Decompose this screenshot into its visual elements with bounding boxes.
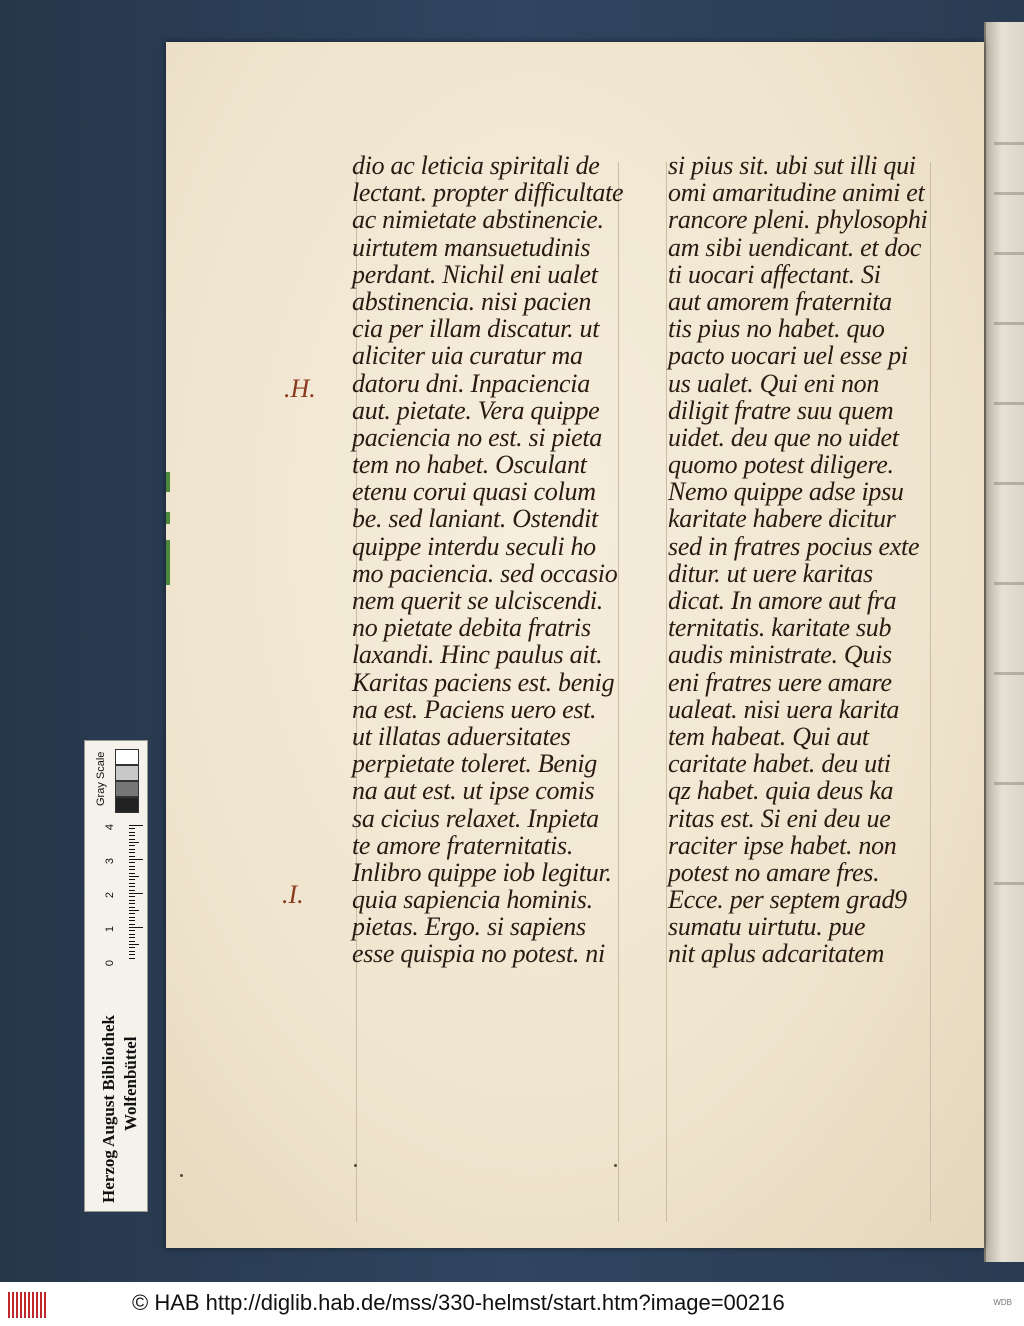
manuscript-line: tem habeat. Qui aut bbox=[668, 721, 869, 751]
manuscript-line: Inlibro quippe iob legitur. bbox=[352, 857, 612, 887]
manuscript-line: te amore fraternitatis. bbox=[352, 830, 574, 860]
manuscript-line: raciter ipse habet. non bbox=[668, 830, 897, 860]
library-name: Herzog August Bibliothek bbox=[99, 1015, 118, 1203]
manuscript-line: tis pius no habet. quo bbox=[668, 314, 885, 344]
manuscript-line: no pietate debita fratris bbox=[352, 613, 591, 643]
ruler-tick bbox=[129, 954, 135, 955]
ruler-tick bbox=[129, 920, 135, 921]
manuscript-line: eni fratres uere amare bbox=[668, 667, 892, 697]
green-margin-mark bbox=[166, 472, 170, 492]
manuscript-line: dicat. In amore aut fra bbox=[668, 586, 897, 615]
manuscript-line: nem querit se ulciscendi. bbox=[352, 586, 603, 615]
ruler-tick bbox=[129, 900, 135, 901]
ruler-tick bbox=[129, 910, 139, 911]
manuscript-line: omi amaritudine animi et bbox=[668, 178, 925, 208]
ruler-number: 0 bbox=[104, 959, 117, 967]
copyright-link[interactable]: © HAB http://diglib.hab.de/mss/330-helmst/start.htm?image=00216 bbox=[132, 1290, 785, 1315]
color-reference-scale bbox=[84, 740, 148, 1212]
ruler-tick bbox=[129, 828, 135, 829]
manuscript-line: cia per illam discatur. ut bbox=[352, 314, 600, 344]
manuscript-line: esse quispia no potest. ni bbox=[352, 939, 605, 969]
ruler-tick bbox=[129, 924, 135, 925]
ruler-tick bbox=[129, 903, 135, 904]
manuscript-line: abstinencia. nisi pacien bbox=[352, 286, 592, 316]
manuscript-line: sumatu uirtutu. pue bbox=[668, 912, 866, 942]
manuscript-line: Karitas paciens est. benig bbox=[352, 667, 615, 697]
manuscript-line: uirtutem mansuetudinis bbox=[352, 232, 591, 262]
manuscript-line: karitate habere dicitur bbox=[668, 504, 896, 534]
manuscript-line: sa cicius relaxet. Inpieta bbox=[352, 803, 599, 833]
library-location: Wolfenbüttel bbox=[121, 1036, 140, 1131]
ruler-tick bbox=[129, 825, 143, 826]
marginal-letter-h: .H. bbox=[284, 374, 316, 403]
manuscript-line: lectant. propter difficultate bbox=[352, 178, 624, 208]
ruler-tick bbox=[129, 941, 135, 942]
manuscript-line: quia sapiencia hominis. bbox=[352, 885, 593, 915]
gray-swatch bbox=[115, 797, 139, 813]
text-column-right bbox=[668, 152, 968, 968]
manuscript-line: aliciter uia curatur ma bbox=[352, 341, 583, 371]
manuscript-line: qz habet. quia deus ka bbox=[668, 776, 894, 806]
manuscript-line: na aut est. ut ipse comis bbox=[352, 776, 595, 806]
ruler-tick bbox=[129, 951, 135, 952]
ruler-tick bbox=[129, 839, 135, 840]
manuscript-line: laxandi. Hinc paulus ait. bbox=[352, 640, 603, 670]
manuscript-line: diligit fratre suu quem bbox=[668, 395, 894, 425]
ruler-tick bbox=[129, 883, 135, 884]
manuscript-line: perdant. Nichil eni ualet bbox=[352, 259, 598, 289]
manuscript-line: be. sed laniant. Ostendit bbox=[352, 504, 598, 534]
ruler-tick bbox=[129, 934, 135, 935]
manuscript-line: ditur. ut uere karitas bbox=[668, 558, 873, 588]
ruler-tick bbox=[129, 852, 135, 853]
manuscript-line: ut illatas aduersitates bbox=[352, 721, 571, 751]
text-column-left bbox=[352, 152, 652, 968]
manuscript-line: ac nimietate abstinencie. bbox=[352, 205, 604, 235]
hab-logo-icon bbox=[8, 1292, 48, 1318]
manuscript-line: nit aplus adcaritatem bbox=[668, 939, 885, 969]
ruler-tick bbox=[129, 917, 135, 918]
manuscript-folio bbox=[166, 42, 984, 1248]
manuscript-line: aut amorem fraternita bbox=[668, 286, 892, 316]
manuscript-line: us ualet. Qui eni non bbox=[668, 368, 880, 398]
ruler-tick bbox=[129, 927, 143, 928]
manuscript-line: ritas est. Si eni deu ue bbox=[668, 803, 891, 833]
ruler-tick bbox=[129, 879, 135, 880]
ruler-number: 1 bbox=[104, 925, 117, 933]
ruler-tick bbox=[129, 835, 135, 836]
manuscript-line: ternitatis. karitate sub bbox=[668, 613, 892, 643]
manuscript-line: datoru dni. Inpaciencia bbox=[352, 368, 590, 398]
ruler-tick bbox=[129, 876, 139, 877]
gray-scale-label: Gray Scale bbox=[95, 751, 107, 806]
manuscript-line: Ecce. per septem grad9 bbox=[668, 885, 907, 915]
ruler-tick bbox=[129, 907, 135, 908]
ruler-tick bbox=[129, 842, 139, 843]
manuscript-line: si pius sit. ubi sut illi qui bbox=[668, 151, 916, 180]
manuscript-line: sed in fratres pocius exte bbox=[668, 531, 920, 561]
ruler-number: 4 bbox=[104, 823, 117, 831]
footer-mark: WDB bbox=[993, 1298, 1012, 1307]
ruler-tick bbox=[129, 845, 135, 846]
marginal-letter-i: .I. bbox=[282, 880, 304, 909]
manuscript-line: rancore pleni. phylosophi bbox=[668, 205, 928, 235]
manuscript-line: am sibi uendicant. et doc bbox=[668, 232, 922, 262]
ruler-tick bbox=[129, 896, 135, 897]
manuscript-line: dio ac leticia spiritali de bbox=[352, 151, 600, 180]
ruler-tick bbox=[129, 890, 135, 891]
ruler-tick bbox=[129, 944, 139, 945]
manuscript-line: quomo potest diligere. bbox=[668, 450, 894, 480]
ruler-tick bbox=[129, 913, 135, 914]
green-margin-mark bbox=[166, 540, 170, 585]
manuscript-line: audis ministrate. Quis bbox=[668, 640, 892, 670]
ruler-tick bbox=[129, 856, 135, 857]
ruler-tick bbox=[129, 958, 135, 959]
ruler-tick bbox=[129, 866, 135, 867]
manuscript-line: etenu corui quasi colum bbox=[352, 477, 596, 507]
manuscript-line: ti uocari affectant. Si bbox=[668, 259, 881, 289]
manuscript-line: potest no amare fres. bbox=[668, 857, 880, 887]
adjacent-page-edge bbox=[984, 22, 1024, 1262]
manuscript-line: uidet. deu que no uidet bbox=[668, 422, 899, 452]
ruler-tick bbox=[129, 849, 135, 850]
ruler-tick bbox=[129, 930, 135, 931]
ruler-number: 3 bbox=[104, 857, 117, 865]
ruler-tick bbox=[129, 886, 135, 887]
manuscript-line: na est. Paciens uero est. bbox=[352, 694, 597, 724]
ruler-tick bbox=[129, 832, 135, 833]
manuscript-line: aut. pietate. Vera quippe bbox=[352, 395, 600, 425]
footer-bar bbox=[0, 1282, 1024, 1326]
ruler-tick bbox=[129, 873, 135, 874]
manuscript-line: tem no habet. Osculant bbox=[352, 450, 587, 480]
ruler-tick bbox=[129, 937, 135, 938]
manuscript-line: perpietate toleret. Benig bbox=[352, 749, 597, 779]
gray-swatch bbox=[115, 781, 139, 797]
manuscript-line: quippe interdu seculi ho bbox=[352, 531, 596, 561]
manuscript-line: ualeat. nisi uera karita bbox=[668, 694, 900, 724]
manuscript-line: pietas. Ergo. si sapiens bbox=[352, 912, 586, 942]
ruler-tick bbox=[129, 869, 135, 870]
ruler-tick bbox=[129, 947, 135, 948]
manuscript-line: Nemo quippe adse ipsu bbox=[668, 477, 904, 507]
manuscript-line: mo paciencia. sed occasio bbox=[352, 558, 618, 588]
manuscript-line: paciencia no est. si pieta bbox=[352, 422, 602, 452]
green-margin-mark bbox=[166, 512, 170, 524]
gray-swatch bbox=[115, 749, 139, 765]
ruler-tick bbox=[129, 859, 143, 860]
manuscript-line: caritate habet. deu uti bbox=[668, 749, 891, 779]
ruler-tick bbox=[129, 862, 135, 863]
gray-swatch bbox=[115, 765, 139, 781]
ruler-number: 2 bbox=[104, 891, 117, 899]
manuscript-line: pacto uocari uel esse pi bbox=[668, 341, 908, 371]
ruler-tick bbox=[129, 893, 143, 894]
